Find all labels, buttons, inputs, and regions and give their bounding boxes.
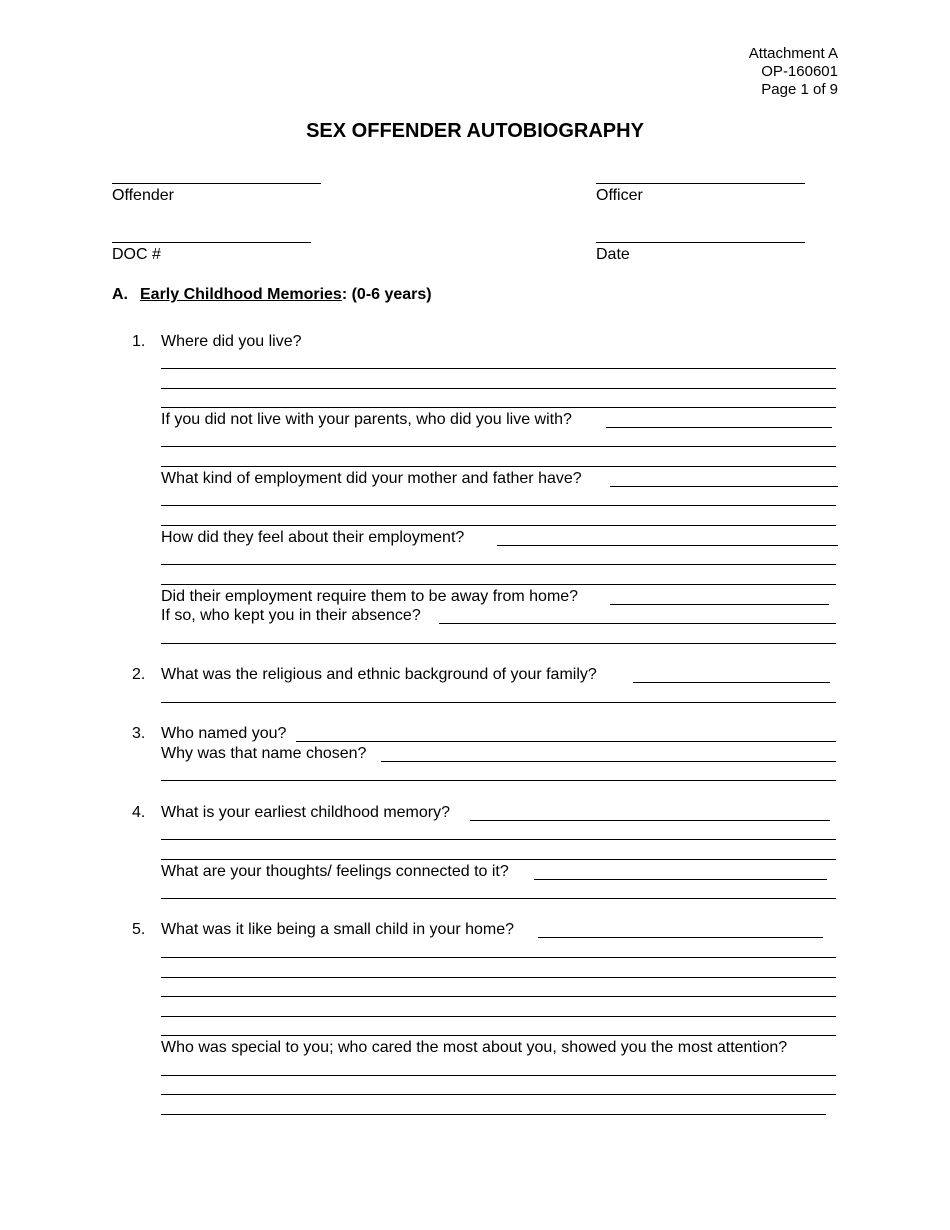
answer-line[interactable]: [161, 859, 836, 860]
answer-line[interactable]: [161, 505, 836, 506]
question-3-text: Who named you?: [161, 725, 287, 742]
answer-line[interactable]: [161, 898, 836, 899]
answer-line[interactable]: [610, 486, 838, 487]
section-heading: [140, 285, 432, 304]
offender-line[interactable]: [112, 183, 321, 184]
question-1d-text: How did they feel about their employment?: [161, 529, 465, 546]
answer-line[interactable]: [161, 1114, 826, 1115]
offender-label: Offender: [112, 187, 174, 204]
question-4b-text: What are your thoughts/ feelings connected to it?: [161, 863, 509, 880]
question-1c-text: What kind of employment did your mother and father have?: [161, 470, 582, 487]
answer-line[interactable]: [161, 977, 836, 978]
answer-line[interactable]: [161, 702, 836, 703]
question-3-number: 3.: [132, 725, 146, 742]
answer-line[interactable]: [606, 427, 832, 428]
question-1e-text: Did their employment require them to be away from home?: [161, 588, 579, 605]
answer-line[interactable]: [161, 564, 836, 565]
section-letter: A.: [112, 286, 128, 303]
question-2-number: 2.: [132, 666, 146, 683]
doc-label: DOC #: [112, 246, 161, 263]
answer-line[interactable]: [161, 584, 836, 585]
answer-line[interactable]: [161, 446, 836, 447]
answer-line[interactable]: [161, 525, 836, 526]
question-5-text: What was it like being a small child in your home?: [161, 921, 515, 938]
answer-line[interactable]: [161, 388, 836, 389]
section-suffix: : (0-6 years): [341, 286, 432, 303]
answer-line[interactable]: [161, 996, 836, 997]
officer-line[interactable]: [596, 183, 805, 184]
answer-line[interactable]: [633, 682, 830, 683]
date-line[interactable]: [596, 242, 805, 243]
answer-line[interactable]: [161, 839, 836, 840]
page-title: SEX OFFENDER AUTOBIOGRAPHY: [306, 120, 644, 142]
answer-line[interactable]: [470, 820, 830, 821]
answer-line[interactable]: [161, 1094, 836, 1095]
question-1f-text: If so, who kept you in their absence?: [161, 607, 421, 624]
answer-line[interactable]: [381, 761, 836, 762]
answer-line[interactable]: [534, 879, 827, 880]
question-1b-text: If you did not live with your parents, who did you live with?: [161, 411, 572, 428]
answer-line[interactable]: [161, 407, 836, 408]
answer-line[interactable]: [161, 643, 836, 644]
answer-line[interactable]: [610, 604, 829, 605]
question-5b-text: Who was special to you; who cared the most about you, showed you the most attention?: [161, 1039, 788, 1056]
answer-line[interactable]: [161, 780, 836, 781]
section-title: Early Childhood Memories: [140, 286, 342, 303]
date-label: Date: [596, 246, 630, 263]
answer-line[interactable]: [161, 1035, 836, 1036]
question-4-text: What is your earliest childhood memory?: [161, 804, 451, 821]
question-5-number: 5.: [132, 921, 146, 938]
page-number: Page 1 of 9: [761, 81, 838, 98]
attachment-label: Attachment A: [748, 45, 838, 62]
officer-label: Officer: [596, 187, 643, 204]
answer-line[interactable]: [439, 623, 836, 624]
question-1-text: Where did you live?: [161, 333, 302, 350]
question-4-number: 4.: [132, 804, 146, 821]
question-2-text: What was the religious and ethnic background of your family?: [161, 666, 597, 683]
question-3b-text: Why was that name chosen?: [161, 745, 367, 762]
op-number: OP-160601: [761, 63, 838, 80]
question-1-number: 1.: [132, 333, 146, 350]
answer-line[interactable]: [497, 545, 838, 546]
answer-line[interactable]: [296, 741, 836, 742]
answer-line[interactable]: [161, 1075, 836, 1076]
answer-line[interactable]: [161, 368, 836, 369]
doc-line[interactable]: [112, 242, 311, 243]
answer-line[interactable]: [161, 466, 836, 467]
answer-line[interactable]: [161, 1016, 836, 1017]
answer-line[interactable]: [161, 957, 836, 958]
answer-line[interactable]: [538, 937, 823, 938]
